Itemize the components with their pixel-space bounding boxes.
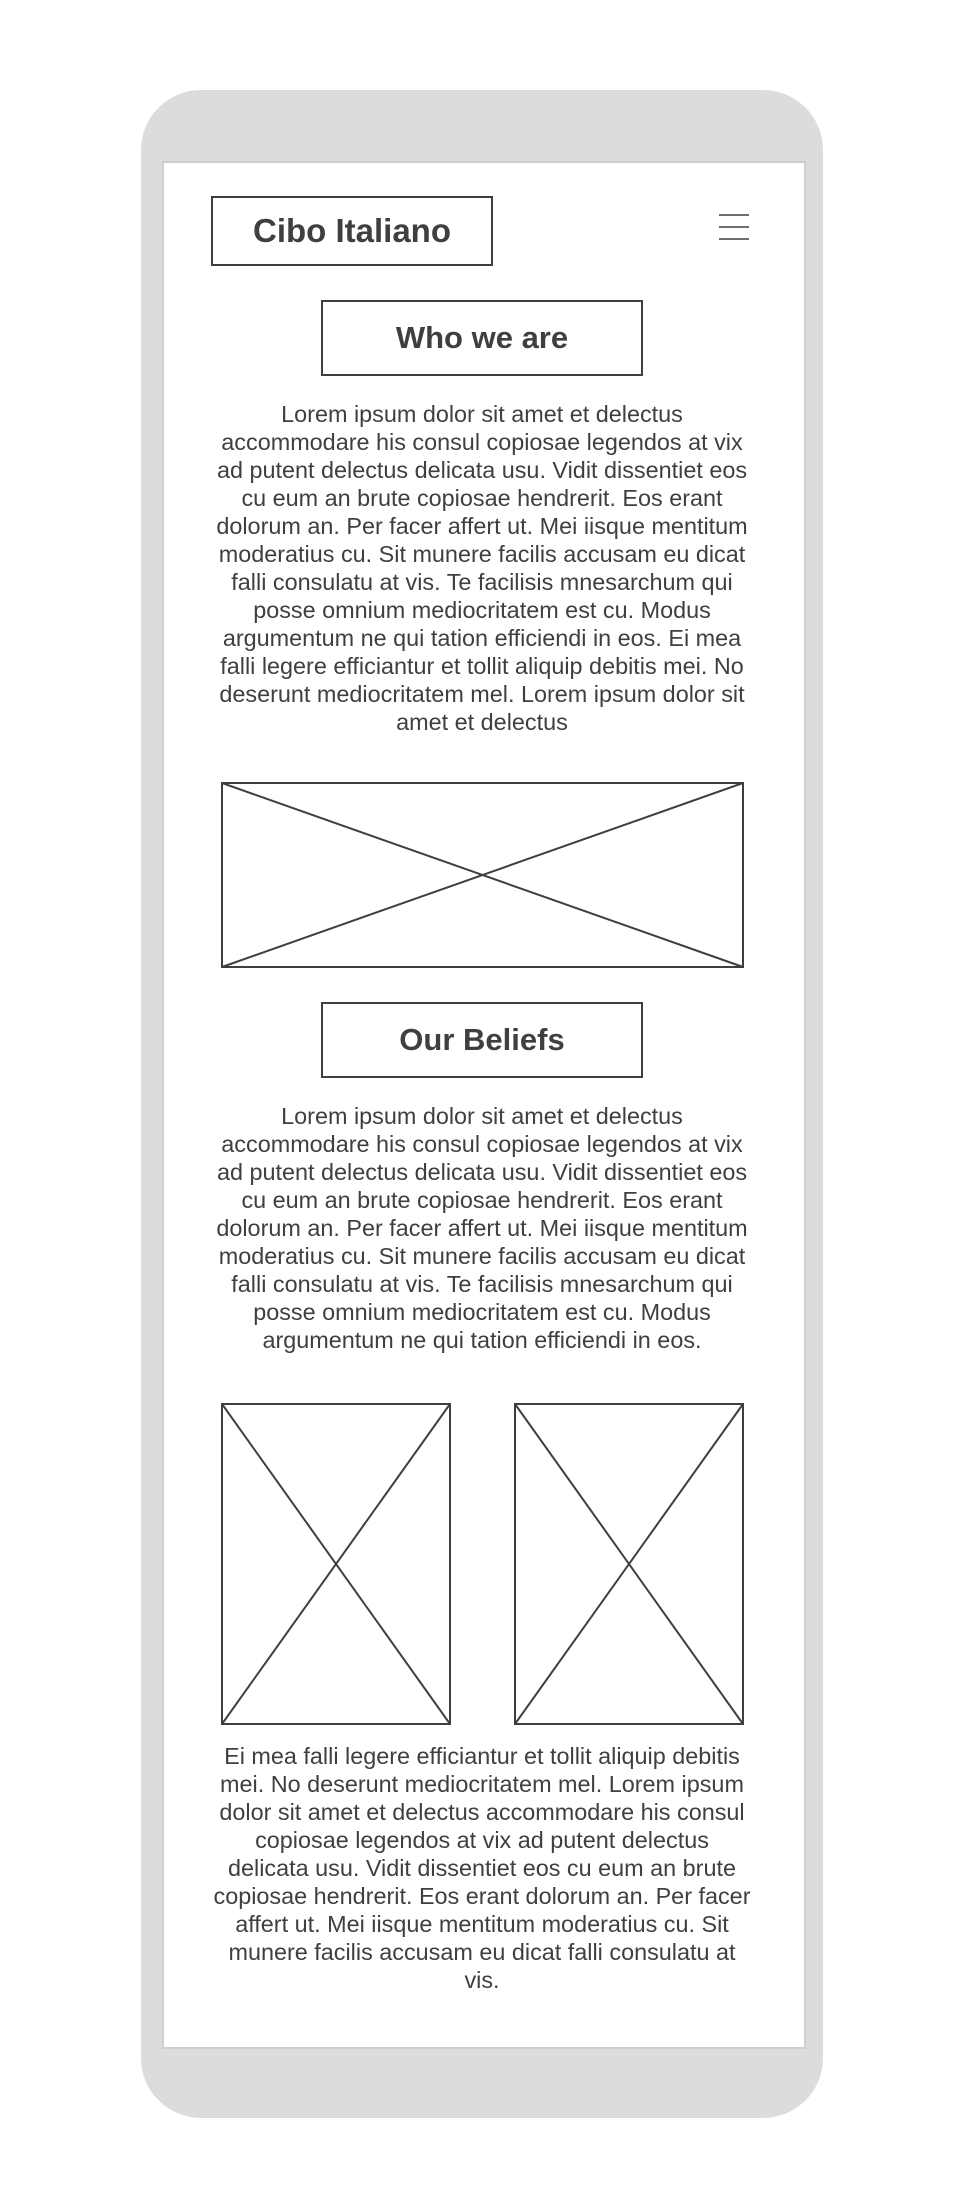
our-beliefs-title: Our Beliefs xyxy=(399,1022,565,1057)
site-logo[interactable] xyxy=(211,196,493,266)
our-beliefs-closing-text: Ei mea falli legere efficiantur et tollit aliquip debitis mei. No deserunt mediocritatem mel. Lorem ipsum dolor sit amet et delectus accommodare his consul copiosae legendos at vix ad putent delectus delicata usu. Vidit dissentiet eos cu eum an brute copiosae hendrerit. Eos erant dolorum an. Per facer affert ut. Mei iisque mentitum moderatius cu. Sit munere facilis accusam eu dicat falli consulatu at vis. xyxy=(213,1743,751,1993)
image-placeholder-right xyxy=(514,1403,744,1725)
our-beliefs-text: Lorem ipsum dolor sit amet et delectus accommodare his consul copiosae legendos at vix ad putent delectus delicata usu. Vidit dissentiet eos cu eum an brute copiosae hendrerit. Eos erant dolorum an. Per facer affert ut. Mei iisque mentitum moderatius cu. Sit munere facilis accusam eu dicat falli consulatu at vis. Te facilisis mnesarchum qui posse omnium mediocritatem est cu. Modus argumentum ne qui tation efficiendi in eos. xyxy=(216,1103,748,1353)
our-beliefs-heading xyxy=(321,1002,643,1078)
who-we-are-title: Who we are xyxy=(395,320,569,355)
who-we-are-heading xyxy=(321,300,643,376)
image-placeholder-wide xyxy=(221,782,744,968)
who-we-are-text: Lorem ipsum dolor sit amet et delectus accommodare his consul copiosae legendos at vix ad putent delectus delicata usu. Vidit dissentiet eos cu eum an brute copiosae hendrerit. Eos erant dolorum an. Per facer affert ut. Mei iisque mentitum moderatius cu. Sit munere facilis accusam eu dicat falli consulatu at vis. Te facilisis mnesarchum qui posse omnium mediocritatem est cu. Modus argumentum ne qui tation efficiendi in eos. Ei mea falli legere efficiantur et tollit aliquip debitis mei. No deserunt mediocritatem mel. Lorem ipsum dolor sit amet et delectus xyxy=(216,401,748,735)
logo-text: Cibo Italiano xyxy=(253,212,451,249)
image-placeholder-left xyxy=(221,1403,451,1725)
hamburger-menu-icon[interactable] xyxy=(719,214,749,240)
